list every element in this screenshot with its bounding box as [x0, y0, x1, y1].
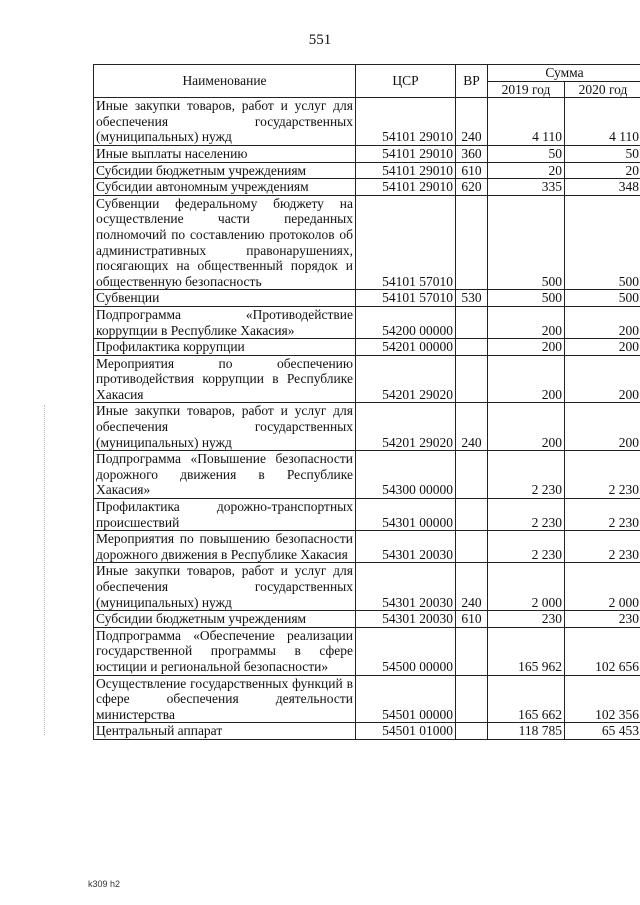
row-name-cell: Субвенции федеральному бюджету на осуществление части переданных полномочий по составлению протоколов об административных правонарушениях, посягающих на общественный порядок и общественную безопасность: [94, 195, 356, 290]
row-2019-cell: 200: [488, 306, 565, 338]
row-name-cell: Профилактика дорожно-транспортных происшествий: [94, 499, 356, 531]
row-name-cell: Субвенции: [94, 290, 356, 307]
row-2019-cell: 2 000: [488, 563, 565, 611]
footer-code: k309 h2: [88, 879, 121, 889]
row-2019-cell: 335: [488, 179, 565, 196]
row-2019-cell: 2 230: [488, 531, 565, 563]
table-row: [94, 403, 640, 451]
row-name-cell: Иные закупки товаров, работ и услуг для обеспечения государственных (муниципальных) нужд: [94, 563, 356, 611]
header-vr: ВР: [456, 65, 488, 98]
row-2020-cell: 230: [565, 611, 640, 628]
table-row: [94, 306, 640, 338]
row-2019-cell: 165 662: [488, 675, 565, 723]
row-csr-cell: 54301 20030: [356, 611, 456, 628]
row-2020-cell: 50: [565, 145, 640, 162]
row-csr-cell: 54301 20030: [356, 531, 456, 563]
row-2020-cell: 2 230: [565, 531, 640, 563]
row-vr-cell: [456, 723, 488, 740]
row-name-cell: Субсидии бюджетным учреждениям: [94, 162, 356, 179]
row-vr-cell: 530: [456, 290, 488, 307]
table-row: [94, 499, 640, 531]
row-2019-cell: 200: [488, 355, 565, 403]
row-2020-cell: 102 356: [565, 675, 640, 723]
row-csr-cell: 54301 20030: [356, 563, 456, 611]
row-2019-cell: 500: [488, 195, 565, 290]
row-vr-cell: 360: [456, 145, 488, 162]
row-name-cell: Субсидии бюджетным учреждениям: [94, 611, 356, 628]
row-2019-cell: 165 962: [488, 627, 565, 675]
table-row: [94, 611, 640, 628]
row-2019-cell: 500: [488, 290, 565, 307]
row-csr-cell: 54101 29010: [356, 162, 456, 179]
row-vr-cell: [456, 499, 488, 531]
row-name-cell: Осуществление государственных функций в сфере обеспечения деятельности министерства: [94, 675, 356, 723]
row-vr-cell: [456, 355, 488, 403]
row-2020-cell: 65 453: [565, 723, 640, 740]
row-name-cell: Подпрограмма «Повышение безопасности дорожного движения в Республике Хакасия»: [94, 451, 356, 499]
row-2019-cell: 20: [488, 162, 565, 179]
row-2019-cell: 230: [488, 611, 565, 628]
row-vr-cell: 240: [456, 98, 488, 146]
row-2019-cell: 2 230: [488, 451, 565, 499]
row-2019-cell: 4 110: [488, 98, 565, 146]
row-2020-cell: 2 230: [565, 499, 640, 531]
row-csr-cell: 54101 29010: [356, 179, 456, 196]
row-name-cell: Иные закупки товаров, работ и услуг для обеспечения государственных (муниципальных) нужд: [94, 403, 356, 451]
table-row: [94, 162, 640, 179]
row-csr-cell: 54501 01000: [356, 723, 456, 740]
row-vr-cell: [456, 451, 488, 499]
row-2020-cell: 102 656: [565, 627, 640, 675]
row-2019-cell: 118 785: [488, 723, 565, 740]
row-vr-cell: 610: [456, 611, 488, 628]
budget-table: [93, 64, 640, 740]
row-2019-cell: 2 230: [488, 499, 565, 531]
row-csr-cell: 54101 29010: [356, 98, 456, 146]
row-vr-cell: 610: [456, 162, 488, 179]
row-2020-cell: 500: [565, 195, 640, 290]
row-name-cell: Профилактика коррупции: [94, 339, 356, 356]
row-csr-cell: 54501 00000: [356, 675, 456, 723]
row-name-cell: Центральный аппарат: [94, 723, 356, 740]
table-row: [94, 339, 640, 356]
table-row: [94, 675, 640, 723]
row-vr-cell: [456, 627, 488, 675]
row-2020-cell: 348: [565, 179, 640, 196]
margin-marks: [44, 405, 47, 735]
row-csr-cell: 54101 57010: [356, 290, 456, 307]
row-csr-cell: 54301 00000: [356, 499, 456, 531]
row-vr-cell: [456, 195, 488, 290]
row-csr-cell: 54201 29020: [356, 355, 456, 403]
row-vr-cell: 240: [456, 563, 488, 611]
row-name-cell: Подпрограмма «Противодействие коррупции в Республике Хакасия»: [94, 306, 356, 338]
table-row: [94, 723, 640, 740]
row-vr-cell: [456, 339, 488, 356]
row-csr-cell: 54200 00000: [356, 306, 456, 338]
table-row: [94, 290, 640, 307]
row-2020-cell: 500: [565, 290, 640, 307]
row-2020-cell: 2 000: [565, 563, 640, 611]
row-2020-cell: 200: [565, 306, 640, 338]
header-sum: Сумма: [488, 65, 640, 82]
row-name-cell: Иные закупки товаров, работ и услуг для обеспечения государственных (муниципальных) нужд: [94, 98, 356, 146]
table-header-row: [94, 65, 640, 82]
row-csr-cell: 54101 57010: [356, 195, 456, 290]
row-2019-cell: 50: [488, 145, 565, 162]
row-csr-cell: 54300 00000: [356, 451, 456, 499]
row-name-cell: Подпрограмма «Обеспечение реализации государственной программы в сфере юстиции и региональной безопасности»: [94, 627, 356, 675]
header-year-2019: 2019 год: [488, 81, 565, 98]
row-vr-cell: 620: [456, 179, 488, 196]
row-2019-cell: 200: [488, 339, 565, 356]
table-row: [94, 531, 640, 563]
table-row: [94, 355, 640, 403]
row-csr-cell: 54500 00000: [356, 627, 456, 675]
row-2020-cell: 200: [565, 403, 640, 451]
row-2020-cell: 4 110: [565, 98, 640, 146]
row-vr-cell: [456, 531, 488, 563]
row-vr-cell: 240: [456, 403, 488, 451]
table-row: [94, 98, 640, 146]
table-row: [94, 451, 640, 499]
row-vr-cell: [456, 675, 488, 723]
header-year-2020: 2020 год: [565, 81, 640, 98]
row-csr-cell: 54101 29010: [356, 145, 456, 162]
row-2019-cell: 200: [488, 403, 565, 451]
row-2020-cell: 200: [565, 355, 640, 403]
row-name-cell: Субсидии автономным учреждениям: [94, 179, 356, 196]
row-name-cell: Мероприятия по повышению безопасности дорожного движения в Республике Хакасия: [94, 531, 356, 563]
row-name-cell: Мероприятия по обеспечению противодействия коррупции в Республике Хакасия: [94, 355, 356, 403]
row-csr-cell: 54201 29020: [356, 403, 456, 451]
row-csr-cell: 54201 00000: [356, 339, 456, 356]
header-name: Наименование: [94, 65, 356, 98]
row-2020-cell: 2 230: [565, 451, 640, 499]
row-2020-cell: 200: [565, 339, 640, 356]
table-row: [94, 179, 640, 196]
header-csr: ЦСР: [356, 65, 456, 98]
table-row: [94, 195, 640, 290]
table-row: [94, 145, 640, 162]
table-row: [94, 563, 640, 611]
table-body: [94, 98, 640, 740]
page-number: 551: [308, 32, 332, 48]
row-vr-cell: [456, 306, 488, 338]
row-2020-cell: 20: [565, 162, 640, 179]
row-name-cell: Иные выплаты населению: [94, 145, 356, 162]
table-row: [94, 627, 640, 675]
